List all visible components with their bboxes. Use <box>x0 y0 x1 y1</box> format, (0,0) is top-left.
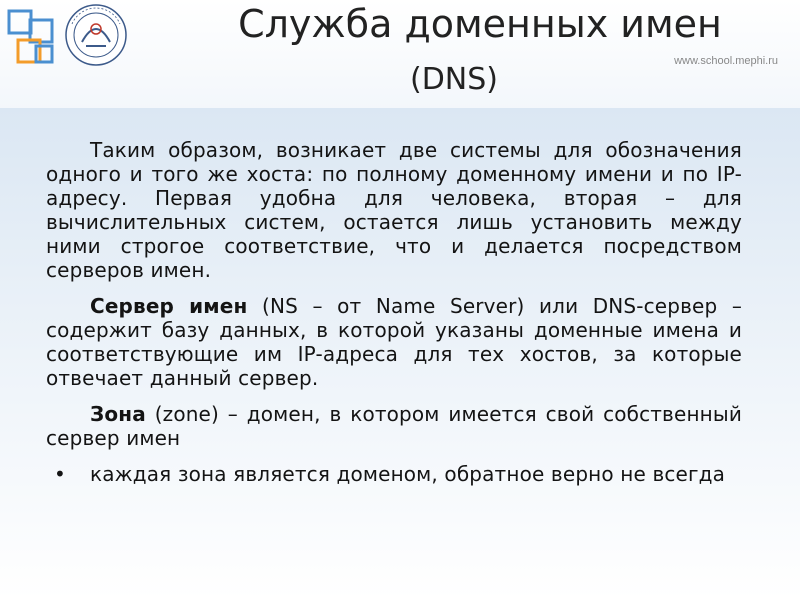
bullet-item <box>46 462 742 486</box>
slide-title: Служба доменных имен <box>238 2 722 46</box>
term-name-server: Сервер имен <box>90 294 248 318</box>
paragraph-text: (zone) – домен, в котором имеется свой собственный сервер имен <box>46 402 742 450</box>
paragraph-intro <box>46 138 742 282</box>
school-emblem-icon <box>62 2 130 68</box>
term-zone: Зона <box>90 402 146 426</box>
logo-squares-icon <box>6 8 60 66</box>
paragraph-zone <box>46 402 742 450</box>
bullet-marker: • <box>54 462 66 486</box>
website-url: www.school.mephi.ru <box>674 55 778 67</box>
slide-content <box>46 138 742 486</box>
paragraph-name-server <box>46 294 742 390</box>
slide-title-abbreviation: (DNS) <box>410 62 498 97</box>
paragraph-text: Таким образом, возникает две системы для обозначения одного и того же хоста: по полному доменному имени и по IP-адресу. Первая удобна для человека, вторая – для вычислительных систем, остается лишь установить между ними строгое соответствие, что и делается посредством серверов имен. <box>46 138 742 282</box>
bullet-text: каждая зона является доменом, обратное верно не всегда <box>90 462 726 486</box>
paragraph-text: (NS – от Name Server) или DNS-сервер – содержит базу данных, в которой указаны доменные имена и соответствующие им IP-адреса для тех хостов, за которые отвечает данный сервер. <box>46 294 742 390</box>
